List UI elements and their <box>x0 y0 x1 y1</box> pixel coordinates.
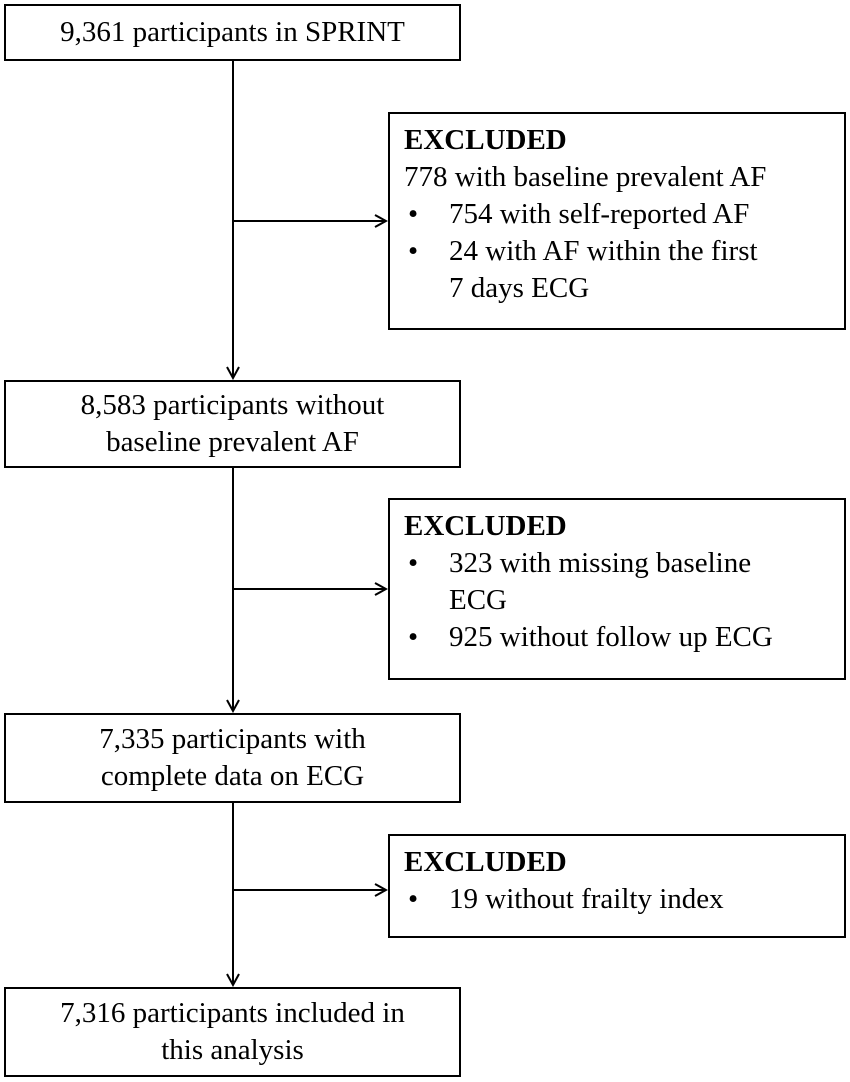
exclusion-1-bullet-2-line-2: 7 days ECG <box>449 272 590 304</box>
exclusion-1-bullet-2 <box>404 233 834 307</box>
step-3-line-2: complete data on ECG <box>100 760 365 792</box>
exclusion-1-title: EXCLUDED <box>404 124 567 156</box>
bullet-icon: • <box>408 883 419 915</box>
exclusion-1-bullet-1 <box>404 196 834 233</box>
bullet-icon: • <box>408 235 419 267</box>
exclusion-2-bullet-1-line-1: 323 with missing baseline <box>449 547 752 579</box>
exclusion-2-bullet-2 <box>404 619 834 656</box>
exclusion-3-bullet-1-line-1: 19 without frailty index <box>449 883 724 915</box>
exclusion-1-bullet-2-line-1: 24 with AF within the first <box>449 235 758 267</box>
exclusion-1-bullet-1-line-1: 754 with self-reported AF <box>449 198 750 230</box>
step-4-line-1: 7,316 participants included in <box>60 997 405 1029</box>
exclusion-2-title: EXCLUDED <box>404 510 567 542</box>
step-1-line-1: 9,361 participants in SPRINT <box>60 16 405 48</box>
step-box-4 <box>4 987 461 1077</box>
exclusion-1-text: 778 with baseline prevalent AF <box>404 161 767 193</box>
bullet-icon: • <box>408 198 419 230</box>
step-4-line-2: this analysis <box>161 1034 304 1066</box>
step-3-line-1: 7,335 participants with <box>99 723 366 755</box>
exclusion-box-3 <box>388 834 846 938</box>
exclusion-2-bullet-2-line-1: 925 without follow up ECG <box>449 621 773 653</box>
exclusion-3-title: EXCLUDED <box>404 846 567 878</box>
bullet-icon: • <box>408 547 419 579</box>
exclusion-2-bullet-1-line-2: ECG <box>449 584 507 616</box>
step-box-3 <box>4 713 461 803</box>
exclusion-2-bullet-1 <box>404 545 834 619</box>
bullet-icon: • <box>408 621 419 653</box>
exclusion-3-bullet-1 <box>404 881 834 918</box>
step-2-line-2: baseline prevalent AF <box>106 426 359 458</box>
step-box-2 <box>4 380 461 468</box>
exclusion-box-2 <box>388 498 846 680</box>
step-2-line-1: 8,583 participants without <box>80 389 385 421</box>
exclusion-box-1 <box>388 112 846 330</box>
step-box-1 <box>4 4 461 61</box>
